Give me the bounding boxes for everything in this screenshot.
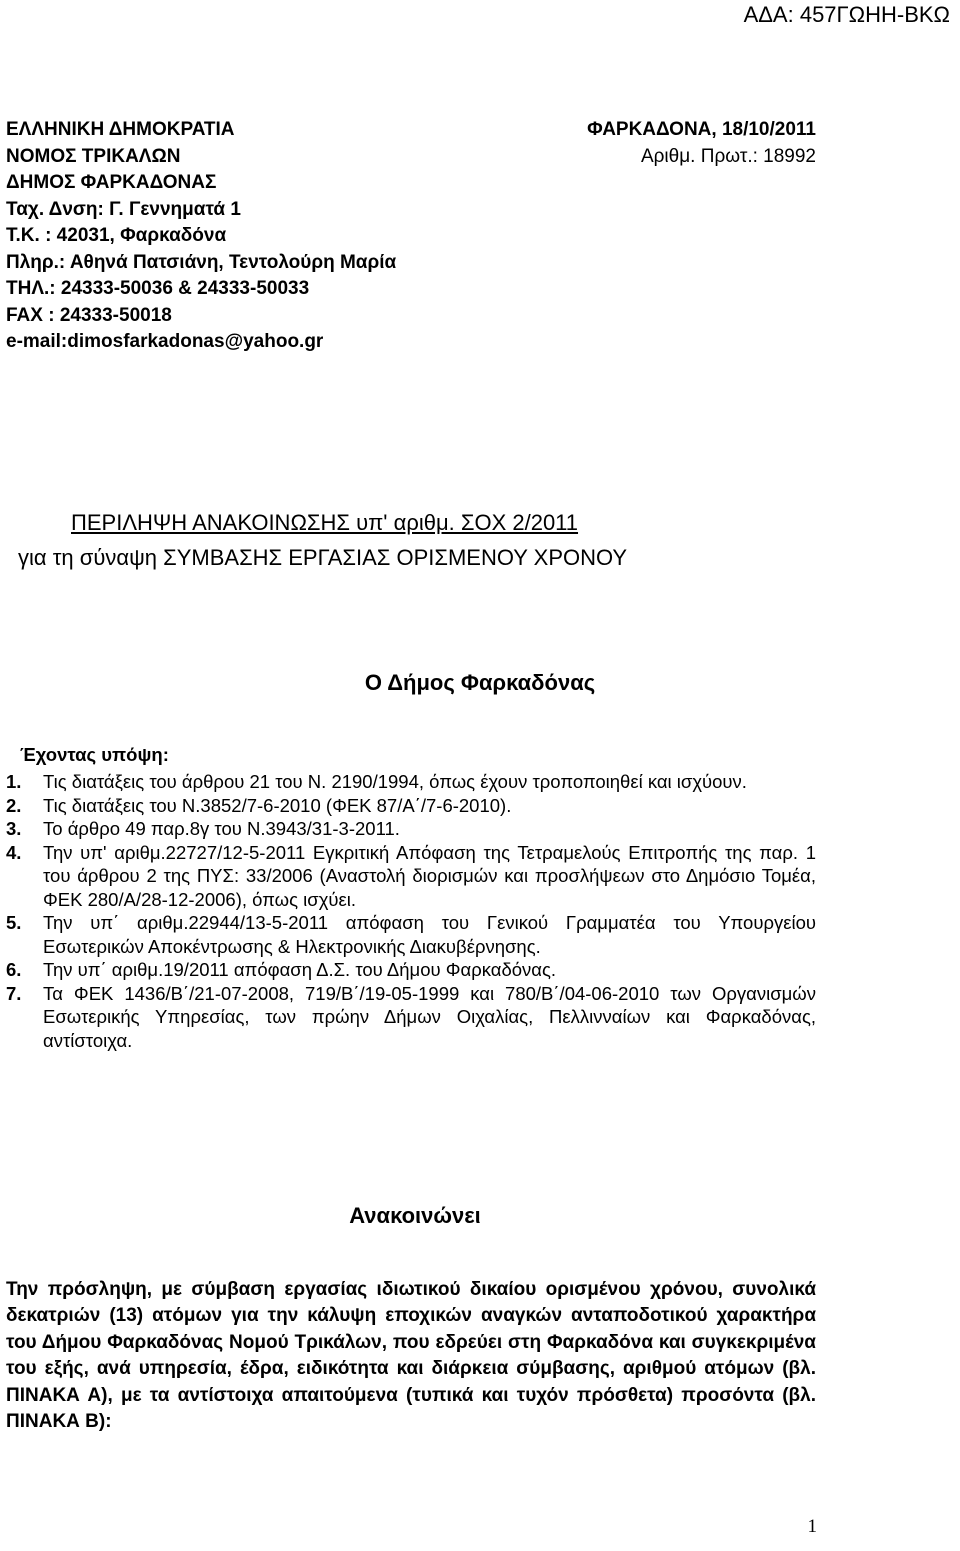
country-name: ΕΛΛΗΝΙΚΗ ΔΗΜΟΚΡΑΤΙΑ	[6, 119, 235, 140]
ada-code: ΑΔΑ: 457ΓΩΗΗ-ΒΚΩ	[743, 2, 950, 27]
list-item	[6, 794, 816, 818]
place-date: ΦΑΡΚΑΔΟΝΑ, 18/10/2011	[587, 119, 816, 140]
list-item-number: 4.	[6, 841, 22, 863]
header-row-1	[6, 117, 816, 144]
list-item	[6, 841, 816, 912]
list-item-text: Την υπ΄ αριθμ.19/2011 απόφαση Δ.Σ. του Δήμου Φαρκαδόνας.	[43, 959, 557, 980]
contact-persons: Πληρ.: Αθηνά Πατσιάνη, Τεντολούρη Μαρία	[6, 251, 397, 273]
list-item-text: Την υπ΄ αριθμ.22944/13-5-2011 απόφαση του Γενικού Γραμματέα του Υπουργείου Εσωτερικών Αποκέντρωσης & Ηλεκτρονικής Διακυβέρνησης.	[43, 912, 816, 957]
list-item-text: Τις διατάξεις του Ν.3852/7-6-2010 (ΦΕΚ 87/Α΄/7-6-2010).	[43, 794, 512, 816]
list-item-number: 3.	[6, 818, 22, 839]
list-item	[6, 817, 816, 841]
list-item-text: Τα ΦΕΚ 1436/Β΄/21-07-2008, 719/Β΄/19-05-1999 και 780/Β΄/04-06-2010 των Οργανισμών Εσωτερικής Υπηρεσίας, των πρώην Δήμων Οιχαλίας, Πελλινναίων και Φαρκαδόνας, αντίστοιχα.	[43, 982, 816, 1051]
municipality-name: ΔΗΜΟΣ ΦΑΡΚΑΔΟΝΑΣ	[6, 172, 217, 193]
considering-heading: Έχοντας υπόψη:	[20, 744, 169, 765]
legal-basis-list	[6, 770, 816, 1052]
list-item	[6, 911, 816, 958]
issuing-authority: Ο Δήμος Φαρκαδόνας	[364, 670, 596, 695]
list-item	[6, 770, 816, 794]
list-item-number: 2.	[6, 794, 22, 816]
list-item	[6, 958, 816, 982]
list-item-number: 5.	[6, 912, 22, 933]
email-address: e-mail:dimosfarkadonas@yahoo.gr	[6, 331, 324, 352]
announce-heading: Ανακοινώνει	[349, 1203, 481, 1228]
page-number: 1	[807, 1516, 817, 1537]
fax-number: FAX : 24333-50018	[6, 304, 172, 326]
title-line-2: για τη σύναψη ΣΥΜΒΑΣΗΣ ΕΡΓΑΣΙΑΣ ΟΡΙΣΜΕΝΟΥ ΧΡΟΝΟΥ	[18, 545, 628, 570]
list-item-number: 7.	[6, 982, 22, 1004]
list-item-text: Την υπ' αριθμ.22727/12-5-2011 Εγκριτική Απόφαση της Τετραμελούς Επιτροπής της παρ. 1 του άρθρου 2 της ΠΥΣ: 33/2006 (Αναστολή διορισμών και προσλήψεων στο Δημόσιο Τομέα, ΦΕΚ 280/Α/28-12-2006), όπως ισχύει.	[43, 841, 816, 910]
prefecture-name: ΝΟΜΟΣ ΤΡΙΚΑΛΩΝ	[6, 145, 181, 167]
list-item-number: 1.	[6, 771, 22, 792]
announcement-paragraph: Την πρόσληψη, με σύμβαση εργασίας ιδιωτικού δικαίου ορισμένου χρόνου, συνολικά δεκατριών (13) ατόμων για την κάλυψη εποχικών αναγκών ανταποδοτικού χαρακτήρα του Δήμου Φαρκαδόνας Νομού Τρικάλων, που εδρεύει στη Φαρκαδόνα και συγκεκριμένα του εξής, ανά υπηρεσία, έδρα, ειδικότητα και διάρκεια σύμβασης, αριθμού ατόμων (βλ. ΠΙΝΑΚΑ Α), με τα αντίστοιχα απαιτούμενα (τυπικά και τυχόν πρόσθετα) προσόντα (βλ. ΠΙΝΑΚΑ Β):	[6, 1279, 816, 1433]
list-item	[6, 982, 816, 1053]
document-header	[6, 117, 816, 356]
list-item-text: Τις διατάξεις του άρθρου 21 του Ν. 2190/1994, όπως έχουν τροποποιηθεί και ισχύουν.	[43, 771, 747, 792]
document-title	[0, 505, 960, 575]
header-row-2	[6, 144, 816, 171]
phone-numbers: ΤΗΛ.: 24333-50036 & 24333-50033	[6, 278, 310, 299]
protocol-number: Αριθμ. Πρωτ.: 18992	[640, 145, 816, 167]
list-item-number: 6.	[6, 959, 22, 980]
title-line-1: ΠΕΡΙΛΗΨΗ ΑΝΑΚΟΙΝΩΣΗΣ υπ' αριθμ. ΣΟΧ 2/2011	[71, 510, 579, 535]
list-item-text: Το άρθρο 49 παρ.8γ του Ν.3943/31-3-2011.	[43, 818, 400, 839]
postal-code: Τ.Κ. : 42031, Φαρκαδόνα	[6, 225, 227, 246]
postal-address: Ταχ. Δνση: Γ. Γεννηματά 1	[6, 198, 241, 220]
